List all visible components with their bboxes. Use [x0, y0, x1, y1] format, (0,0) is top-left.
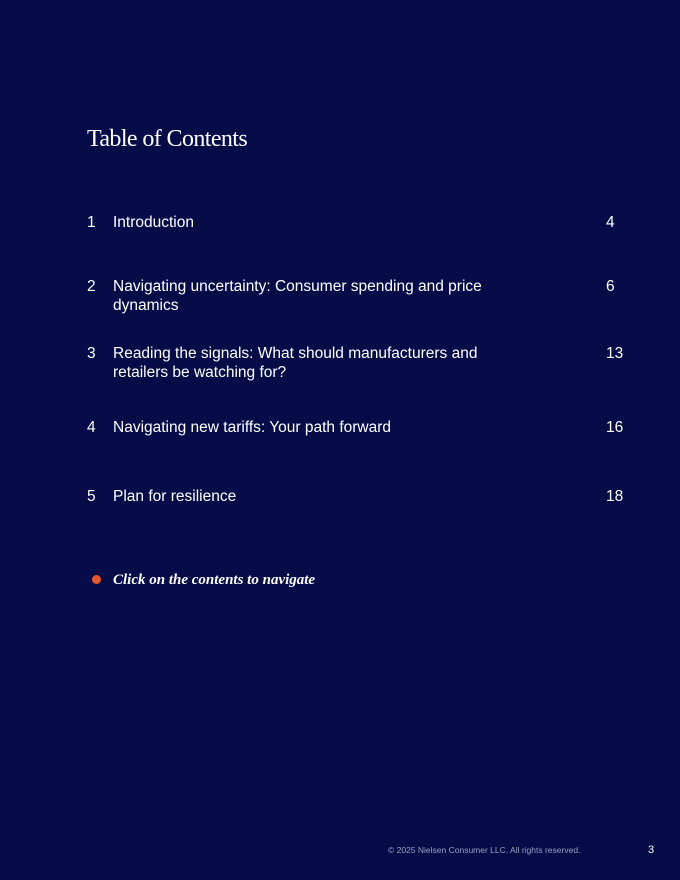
toc-item-number: 3	[87, 345, 96, 362]
toc-item-page[interactable]: 16	[606, 419, 624, 436]
toc-item-label[interactable]: Navigating uncertainty: Consumer spending and price dynamics	[113, 278, 482, 314]
toc-item-page[interactable]: 18	[606, 488, 624, 505]
navigation-hint-text: Click on the contents to navigate	[113, 572, 316, 588]
footer-page-number: 3	[648, 844, 655, 856]
toc-item-number: 2	[87, 278, 96, 295]
toc-item-label[interactable]: Navigating new tariffs: Your path forward	[113, 419, 392, 436]
toc-item-label[interactable]: Plan for resilience	[113, 488, 237, 505]
toc-item-label[interactable]: Reading the signals: What should manufacturers and retailers be watching for?	[113, 345, 478, 381]
toc-item-page[interactable]: 4	[606, 214, 615, 231]
page-title: Table of Contents	[87, 126, 248, 152]
toc-item-label[interactable]: Introduction	[113, 214, 194, 231]
toc-item-number: 4	[87, 419, 96, 436]
toc-item-page[interactable]: 6	[606, 278, 615, 295]
toc-item-number: 5	[87, 488, 96, 505]
bullet-dot-icon	[92, 575, 101, 584]
toc-item-page[interactable]: 13	[606, 345, 624, 362]
navigation-hint	[92, 570, 392, 590]
toc-item-number: 1	[87, 214, 96, 231]
footer-copyright: © 2025 Nielsen Consumer LLC. All rights reserved.	[388, 845, 581, 855]
